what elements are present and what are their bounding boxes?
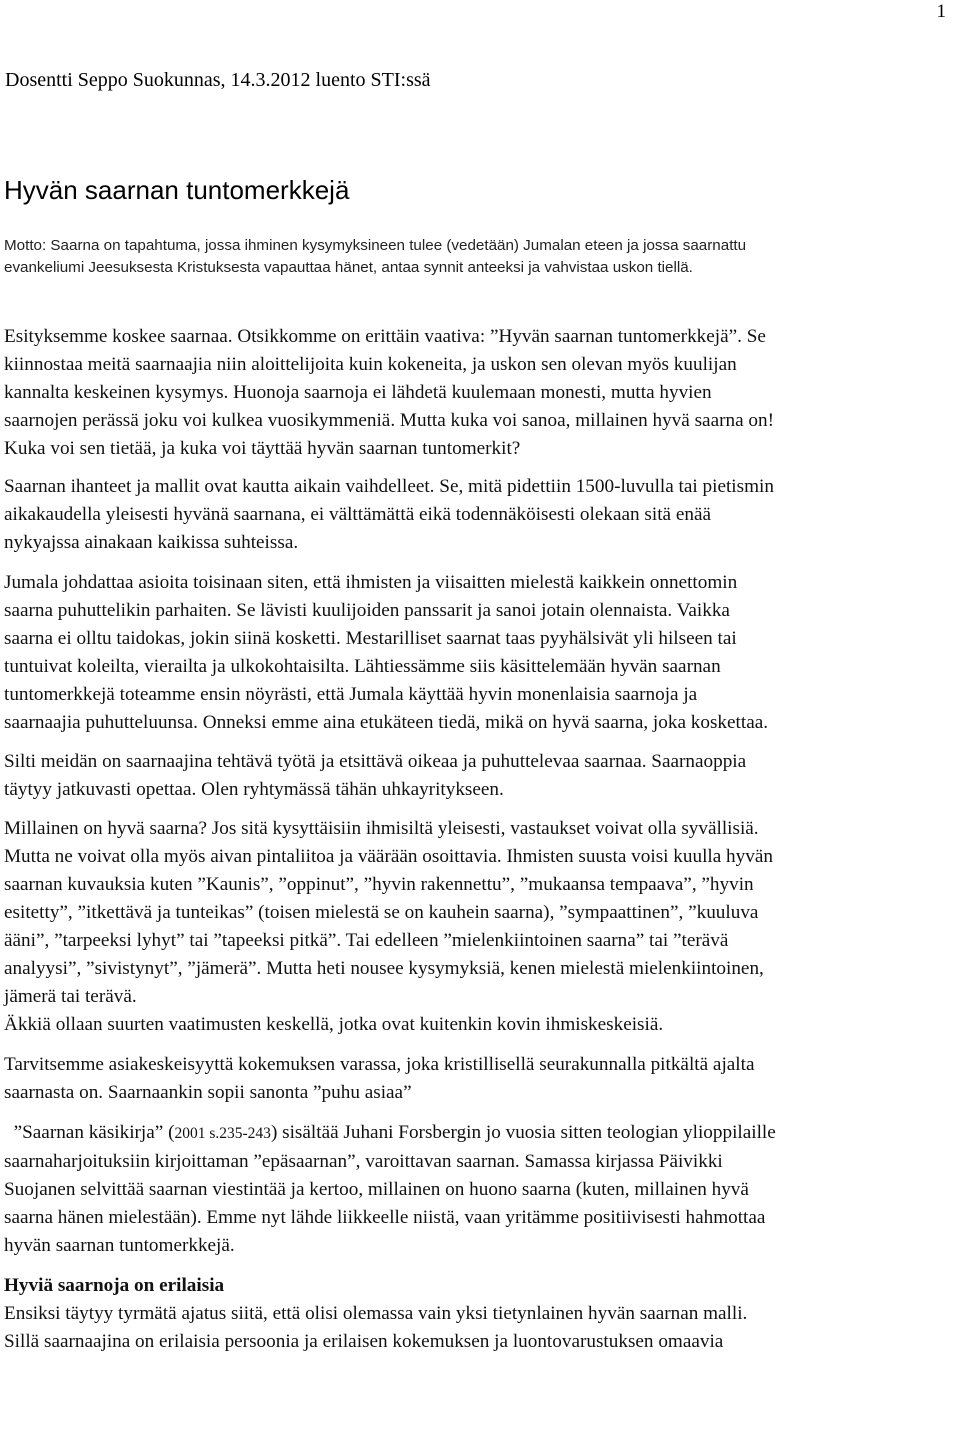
text-line: saarnan kuvauksia kuten ”Kaunis”, ”oppinut”, ”hyvin rakennettu”, ”mukaansa tempaava”, ”hyvin bbox=[4, 874, 754, 895]
text-line: nykyajssa ainakaan kaikissa suhteissa. bbox=[4, 532, 299, 553]
text-line: tuntuivat koleilta, vierailta ja ulkokohtaisilta. Lähtiessämme siis käsittelemään hyvän saarnan bbox=[4, 656, 721, 677]
text-line: Silti meidän on saarnaajina tehtävä työtä ja etsittävä oikeaa ja puhuttelevaa saarnaa. Saarnaoppia bbox=[4, 751, 747, 772]
motto bbox=[4, 235, 944, 279]
text-line: Tarvitsemme asiakeskeisyyttä kokemuksen varassa, joka kristillisellä seurakunnalla pitkältä ajalta bbox=[4, 1054, 755, 1075]
citation: 2001 s.235-243 bbox=[174, 1125, 271, 1142]
text-line: ”Saarnan käsikirja” ( bbox=[4, 1122, 175, 1143]
text-line: ) sisältää Juhani Forsbergin jo vuosia sitten teologian ylioppilaille bbox=[270, 1122, 776, 1143]
paragraph-4 bbox=[4, 748, 954, 804]
text-line: Ensiksi täytyy tyrmätä ajatus siitä, että olisi olemassa vain yksi tietynlainen hyvän saarnan malli. bbox=[4, 1303, 748, 1324]
paragraph-3 bbox=[4, 569, 954, 737]
text-line: saarna puhuttelikin parhaiten. Se lävisti kuulijoiden panssarit ja sanoi jotain olennaista. Vaikka bbox=[4, 600, 730, 621]
paragraph-1 bbox=[4, 323, 954, 463]
paragraph-5 bbox=[4, 815, 954, 1011]
text-line: Millainen on hyvä saarna? Jos sitä kysyttäisiin ihmisiltä yleisesti, vastaukset voivat olla syvällisiä. bbox=[4, 818, 759, 839]
text-line: jämerä tai terävä. bbox=[4, 986, 137, 1007]
document-title: Hyvän saarnan tuntomerkkejä bbox=[4, 175, 350, 205]
paragraph-9 bbox=[4, 1300, 954, 1356]
text-line: analyysi”, ”sivistynyt”, ”jämerä”. Mutta heti nousee kysymyksiä, kenen mielestä mielenkiintoinen, bbox=[4, 958, 764, 979]
paragraph-7 bbox=[4, 1051, 954, 1107]
text-line: saarnaajia puhutteluunsa. Onneksi emme aina etukäteen tiedä, mikä on hyvä saarna, joka koskettaa. bbox=[4, 712, 769, 733]
text-line: esitetty”, ”itkettävä ja tunteikas” (toisen mielestä se on kauhein saarna), ”sympaattinen”, ”kuuluva bbox=[4, 902, 759, 923]
text-line: hyvän saarnan tuntomerkkejä. bbox=[4, 1235, 235, 1256]
paragraph-6: Äkkiä ollaan suurten vaatimusten keskellä, jotka ovat kuitenkin kovin ihmiskeskeisiä. bbox=[4, 1014, 664, 1035]
lecture-header: Dosentti Seppo Suokunnas, 14.3.2012 luento STI:ssä bbox=[5, 69, 431, 91]
text-line: Mutta ne voivat olla myös aivan pintaliitoa ja väärään osoittavia. Ihmisten suusta voisi kuulla hyvän bbox=[4, 846, 773, 867]
section-heading: Hyviä saarnoja on erilaisia bbox=[4, 1275, 225, 1296]
text-line: aikakaudella yleisesti hyvänä saarnana, ei välttämättä eikä todennäköisesti olekaan sitä enää bbox=[4, 504, 711, 525]
text-line: saarna hänen mielestään). Emme nyt lähde liikkeelle niistä, vaan yritämme positiivisesti hahmottaa bbox=[4, 1207, 766, 1228]
text-line: saarnasta on. Saarnaankin sopii sanonta ”puhu asiaa” bbox=[4, 1082, 412, 1103]
text-line: saarnaharjoituksiin kirjoittaman ”epäsaarnan”, varoittavan saarnan. Samassa kirjassa Päivikki bbox=[4, 1151, 723, 1172]
text-line: saarna ei olltu taidokas, jokin siinä kosketti. Mestarilliset saarnat taas pyyhälsivät yli hilseen tai bbox=[4, 628, 737, 649]
text-line: kannalta keskeinen kysymys. Huonoja saarnoja ei lähdetä kuulemaan monesti, mutta hyvien bbox=[4, 382, 712, 403]
text-line: kiinnostaa meitä saarnaajia niin aloittelijoita kuin kokeneita, ja uskon sen olevan myös kuulijan bbox=[4, 354, 737, 375]
text-line: Kuka voi sen tietää, ja kuka voi täyttää hyvän saarnan tuntomerkit? bbox=[4, 438, 521, 459]
motto-line: evankeliumi Jeesuksesta Kristuksesta vapauttaa hänet, antaa synnit anteeksi ja vahvistaa uskon tiellä. bbox=[4, 259, 693, 276]
body-text bbox=[4, 323, 954, 1356]
motto-line: Motto: Saarna on tapahtuma, jossa ihminen kysymyksineen tulee (vedetään) Jumalan eteen ja jossa saarnattu bbox=[4, 237, 747, 254]
text-line: ääni”, ”tarpeeksi lyhyt” tai ”tapeeksi pitkä”. Tai edelleen ”mielenkiintoinen saarna” tai ”terävä bbox=[4, 930, 729, 951]
paragraph-8 bbox=[4, 1119, 954, 1260]
text-line: Saarnan ihanteet ja mallit ovat kautta aikain vaihdelleet. Se, mitä pidettiin 1500-luvulla tai pietismin bbox=[4, 476, 774, 497]
page-number: 1 bbox=[936, 1, 946, 22]
paragraph-2 bbox=[4, 473, 954, 557]
text-line: täytyy jatkuvasti opettaa. Olen ryhtymässä tähän uhkayritykseen. bbox=[4, 779, 504, 800]
text-line: Jumala johdattaa asioita toisinaan siten, että ihmisten ja viisaitten mielestä kaikkein onnettomin bbox=[4, 572, 738, 593]
text-line: Sillä saarnaajina on erilaisia persoonia ja erilaisen kokemuksen ja luontovarustuksen omaavia bbox=[4, 1331, 724, 1352]
text-line: Esityksemme koskee saarnaa. Otsikkomme on erittäin vaativa: ”Hyvän saarnan tuntomerkkejä”. Se bbox=[4, 326, 766, 347]
text-line: tuntomerkkejä toteamme ensin nöyrästi, että Jumala käyttää hyvin monenlaisia saarnoja ja bbox=[4, 684, 698, 705]
text-line: Suojanen selvittää saarnan viestintää ja kertoo, millainen on huono saarna (kuten, millainen hyvä bbox=[4, 1179, 749, 1200]
text-line: saarnojen perässä joku voi kulkea vuosikymmeniä. Mutta kuka voi sanoa, millainen hyvä saarna on! bbox=[4, 410, 774, 431]
